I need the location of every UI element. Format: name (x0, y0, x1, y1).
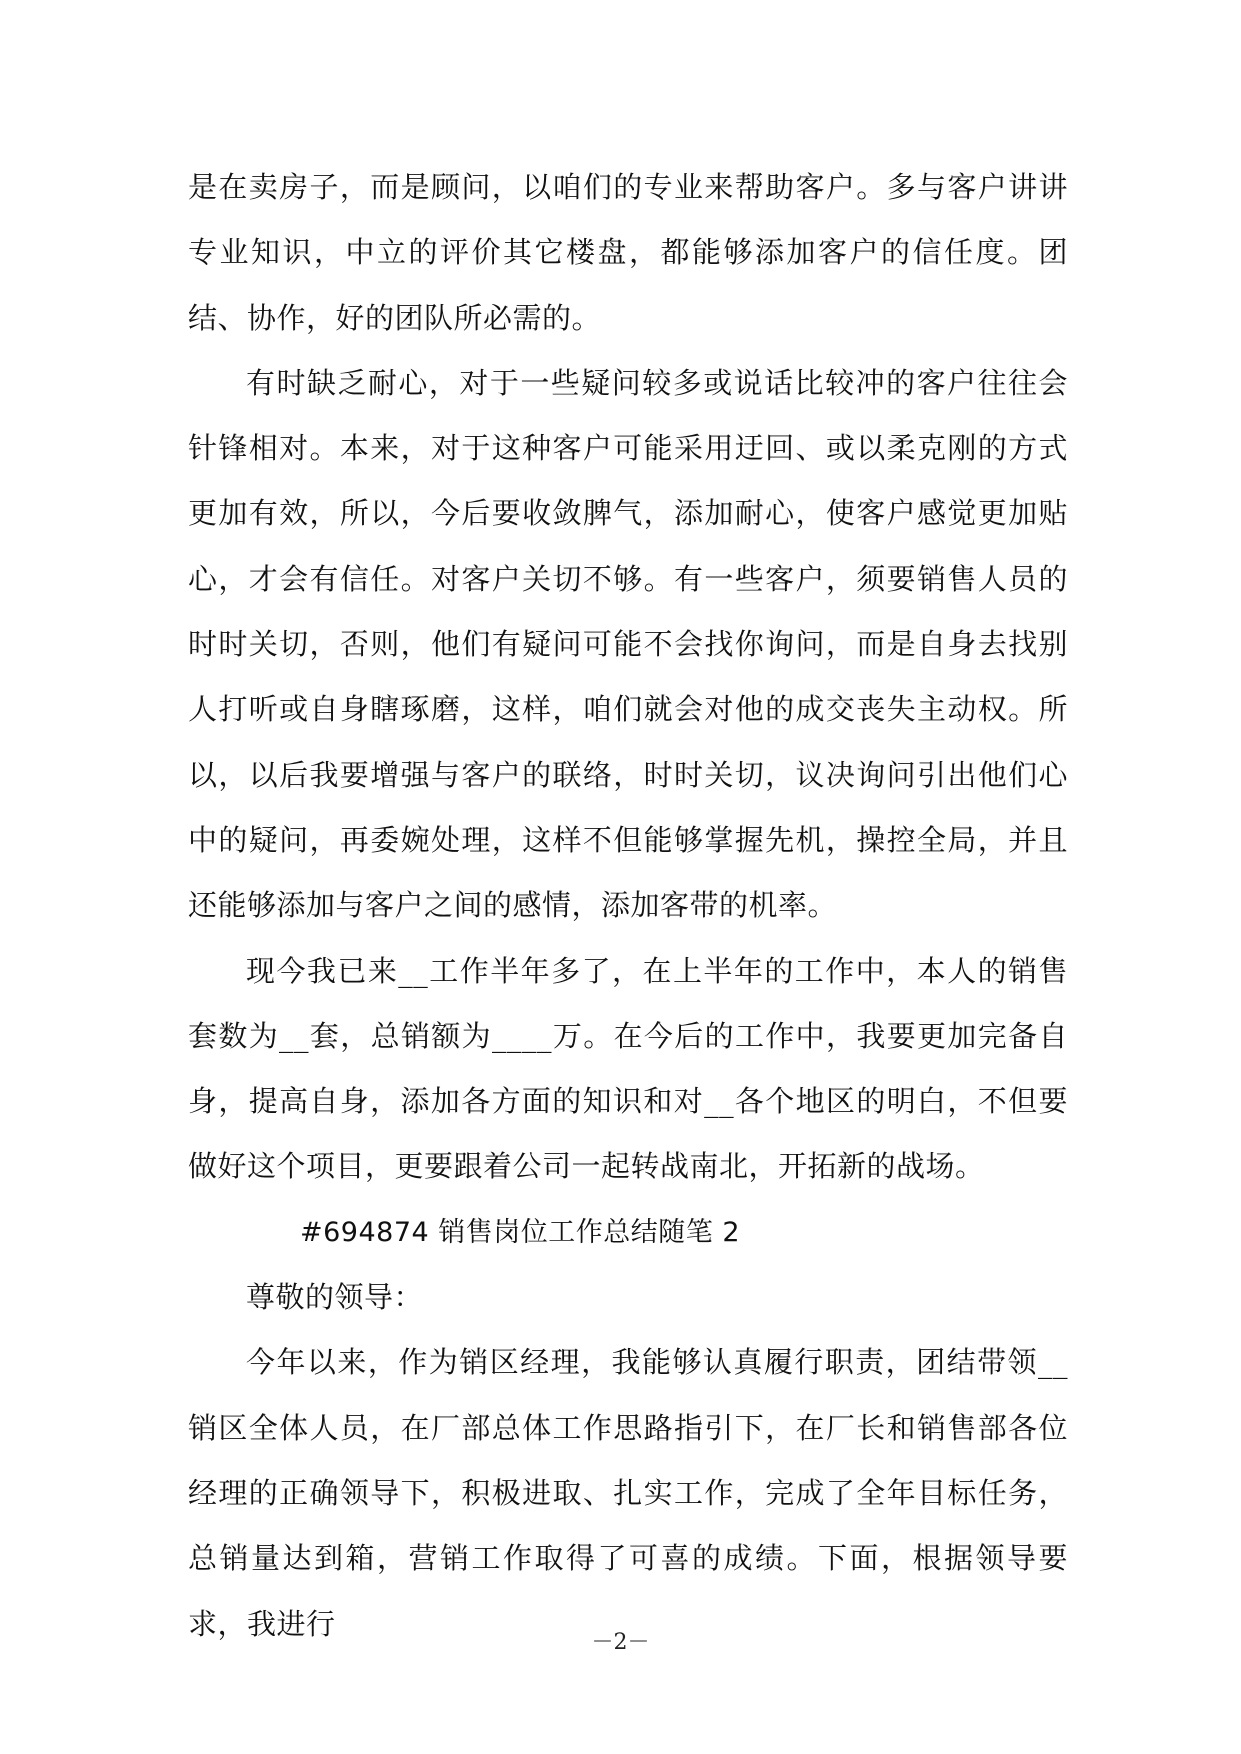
paragraph-continuation: 是在卖房子，而是顾问，以咱们的专业来帮助客户。多与客户讲讲专业知识，中立的评价其它楼盘，都能够添加客户的信任度。团结、协作，好的团队所必需的。 (188, 170, 1068, 335)
paragraph: 现今我已来__工作半年多了，在上半年的工作中，本人的销售套数为__套，总销额为____万。在今后的工作中，我要更加完备自身，提高自身，添加各方面的知识和对__各个地区的明白，不但要做好这个项目，更要跟着公司一起转战南北，开拓新的战场。 (188, 953, 1068, 1184)
salutation: 尊敬的领导： (246, 1280, 424, 1315)
page-number: －2－ (591, 1630, 650, 1655)
section-heading: #694874 销售岗位工作总结随笔 2 (300, 1216, 741, 1248)
paragraph: 有时缺乏耐心，对于一些疑问较多或说话比较冲的客户往往会针锋相对。本来，对于这种客户可能采用迂回、或以柔克刚的方式更加有效，所以，今后要收敛脾气，添加耐心，使客户感觉更加贴心，才会有信任。对客户关切不够。有一些客户，须要销售人员的时时关切，否则，他们有疑问可能不会找你询问，而是自身去找别人打听或自身瞎琢磨，这样，咱们就会对他的成交丧失主动权。所以，以后我要增强与客户的联络，时时关切，议决询问引出他们心中的疑问，再委婉处理，这样不但能够掌握先机，操控全局，并且还能够添加与客户之间的感情，添加客带的机率。 (188, 365, 1068, 923)
document-body (188, 155, 1068, 1657)
paragraph: 今年以来，作为销区经理，我能够认真履行职责，团结带领__销区全体人员，在厂部总体工作思路指引下，在厂长和销售部各位经理的正确领导下，积极进取、扎实工作，完成了全年目标任务，总销量达到箱，营销工作取得了可喜的成绩。下面，根据领导要求，我进行 (188, 1345, 1068, 1641)
